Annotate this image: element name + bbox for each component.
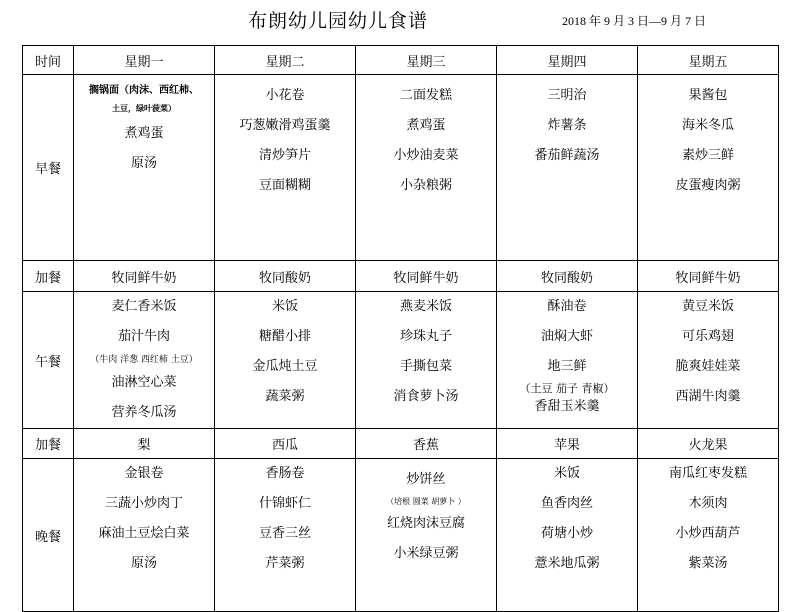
menu-item: 燕麦米饭 <box>399 299 452 314</box>
cell-snack-mon: 牧同鲜牛奶 <box>74 261 215 292</box>
menu-item: 原汤 <box>130 556 157 571</box>
menu-item: 茄汁牛肉 <box>117 329 170 344</box>
menu-item: 鱼香肉丝 <box>540 496 593 511</box>
row-dinner <box>23 459 779 612</box>
cell-breakfast-tue <box>215 75 356 261</box>
menu-item: 珍珠丸子 <box>399 329 452 344</box>
menu-item: 营养冬瓜汤 <box>111 405 177 420</box>
cell-breakfast-fri <box>638 75 779 261</box>
row-label-snack: 加餐 <box>23 429 74 459</box>
row-breakfast <box>23 75 779 261</box>
menu-item: 素炒三鲜 <box>681 148 734 163</box>
menu-item: 三明治 <box>547 88 587 103</box>
menu-item: 金瓜炖土豆 <box>252 359 318 374</box>
cell-dinner-wed <box>356 459 497 612</box>
cell-snack2-mon: 梨 <box>74 429 215 459</box>
menu-item: 紫菜汤 <box>688 556 728 571</box>
cell-breakfast-wed <box>356 75 497 261</box>
menu-item: 酥油卷 <box>547 299 587 314</box>
cell-snack-wed: 牧同鲜牛奶 <box>356 261 497 292</box>
menu-item: 南瓜红枣发糕 <box>668 466 747 481</box>
header-wednesday: 星期三 <box>356 46 497 75</box>
menu-item: 油淋空心菜 <box>111 375 177 390</box>
cell-snack2-thu: 苹果 <box>497 429 638 459</box>
cell-snack2-tue: 西瓜 <box>215 429 356 459</box>
date-range: 2018 年 9 月 3 日—9 月 7 日 <box>562 14 707 28</box>
cell-lunch-tue <box>215 292 356 429</box>
menu-item: 小花卷 <box>265 88 305 103</box>
menu-item: 清炒笋片 <box>258 148 311 163</box>
menu-item: 果酱包 <box>688 88 728 103</box>
page-title: 布朗幼儿园幼儿食谱 <box>248 10 429 32</box>
cell-lunch-wed <box>356 292 497 429</box>
header-tuesday: 星期二 <box>215 46 356 75</box>
menu-item: 小杂粮粥 <box>399 178 452 193</box>
row-label-lunch: 午餐 <box>23 292 74 429</box>
cell-breakfast-mon <box>74 75 215 261</box>
menu-item: 炸薯条 <box>547 118 587 133</box>
menu-item: 二面发糕 <box>399 88 452 103</box>
row-snack-afternoon <box>23 429 779 459</box>
menu-item-note: （牛肉 洋葱 西红柿 土豆） <box>90 355 198 365</box>
menu-item: 芹菜粥 <box>265 556 305 571</box>
menu-item: 麦仁香米饭 <box>111 299 177 314</box>
menu-item: 豆香三丝 <box>258 526 311 541</box>
menu-item: 三蔬小炒肉丁 <box>104 496 183 511</box>
cell-lunch-mon <box>74 292 215 429</box>
cell-lunch-fri <box>638 292 779 429</box>
menu-item-note: （培根 圆菜 胡萝卜 ） <box>386 497 466 506</box>
row-snack-morning <box>23 261 779 292</box>
menu-item: 木须肉 <box>688 496 728 511</box>
row-label-dinner: 晚餐 <box>23 459 74 612</box>
menu-item: 香肠卷 <box>265 466 305 481</box>
header-thursday: 星期四 <box>497 46 638 75</box>
menu-item: 麻油土豆烩白菜 <box>98 526 190 541</box>
cell-dinner-fri <box>638 459 779 612</box>
menu-item: 海米冬瓜 <box>681 118 734 133</box>
menu-item: 什锦虾仁 <box>258 496 311 511</box>
cell-dinner-mon <box>74 459 215 612</box>
cell-snack-fri: 牧同鲜牛奶 <box>638 261 779 292</box>
cell-dinner-tue <box>215 459 356 612</box>
row-label-breakfast: 早餐 <box>23 75 74 261</box>
menu-item: 番茄鲜蔬汤 <box>534 148 600 163</box>
menu-item: 豆面糊糊 <box>258 178 311 193</box>
cell-dinner-thu <box>497 459 638 612</box>
row-lunch <box>23 292 779 429</box>
menu-item: 巧葱嫩滑鸡蛋羹 <box>239 118 331 133</box>
header-friday: 星期五 <box>638 46 779 75</box>
menu-table <box>22 45 779 612</box>
menu-item: 可乐鸡翅 <box>681 329 734 344</box>
cell-breakfast-thu <box>497 75 638 261</box>
cell-snack2-wed: 香蕉 <box>356 429 497 459</box>
menu-item: 皮蛋瘦肉粥 <box>675 178 741 193</box>
menu-item: 搁锅面（肉沫、西红柿、 <box>89 85 199 96</box>
menu-item: 金银卷 <box>124 466 164 481</box>
menu-item: 红烧肉沫豆腐 <box>386 516 465 531</box>
cell-snack-thu: 牧同酸奶 <box>497 261 638 292</box>
header-row <box>23 46 779 75</box>
menu-item-note: （土豆 茄子 青椒） <box>519 382 615 395</box>
menu-item: 炒饼丝 <box>406 472 446 487</box>
menu-item: 煮鸡蛋 <box>124 126 164 141</box>
menu-item: 小炒油麦菜 <box>393 148 459 163</box>
cell-lunch-thu <box>497 292 638 429</box>
row-label-snack: 加餐 <box>23 261 74 292</box>
menu-item: 香甜玉米羹 <box>534 399 600 414</box>
menu-item: 脆爽娃娃菜 <box>675 359 741 374</box>
menu-item: 土豆，绿叶菠菜） <box>112 104 176 113</box>
header-time: 时间 <box>23 46 74 75</box>
menu-item: 荷塘小炒 <box>540 526 593 541</box>
menu-item: 消食萝卜汤 <box>393 389 459 404</box>
menu-item: 地三鲜 <box>547 359 587 374</box>
menu-item: 小米绿豆粥 <box>393 546 459 561</box>
menu-item: 煮鸡蛋 <box>406 118 446 133</box>
header-monday: 星期一 <box>74 46 215 75</box>
menu-item: 糖醋小排 <box>258 329 311 344</box>
menu-item: 薏米地瓜粥 <box>534 556 600 571</box>
menu-item: 黄豆米饭 <box>681 299 734 314</box>
cell-snack-tue: 牧同酸奶 <box>215 261 356 292</box>
menu-item: 手撕包菜 <box>399 359 452 374</box>
menu-item: 米饭 <box>271 299 298 314</box>
menu-item: 原汤 <box>130 156 157 171</box>
menu-item: 小炒西葫芦 <box>675 526 741 541</box>
menu-item: 油焖大虾 <box>540 329 593 344</box>
cell-snack2-fri: 火龙果 <box>638 429 779 459</box>
menu-item: 米饭 <box>553 466 580 481</box>
menu-item: 西湖牛肉羹 <box>675 389 741 404</box>
menu-item: 蔬菜粥 <box>265 389 305 404</box>
